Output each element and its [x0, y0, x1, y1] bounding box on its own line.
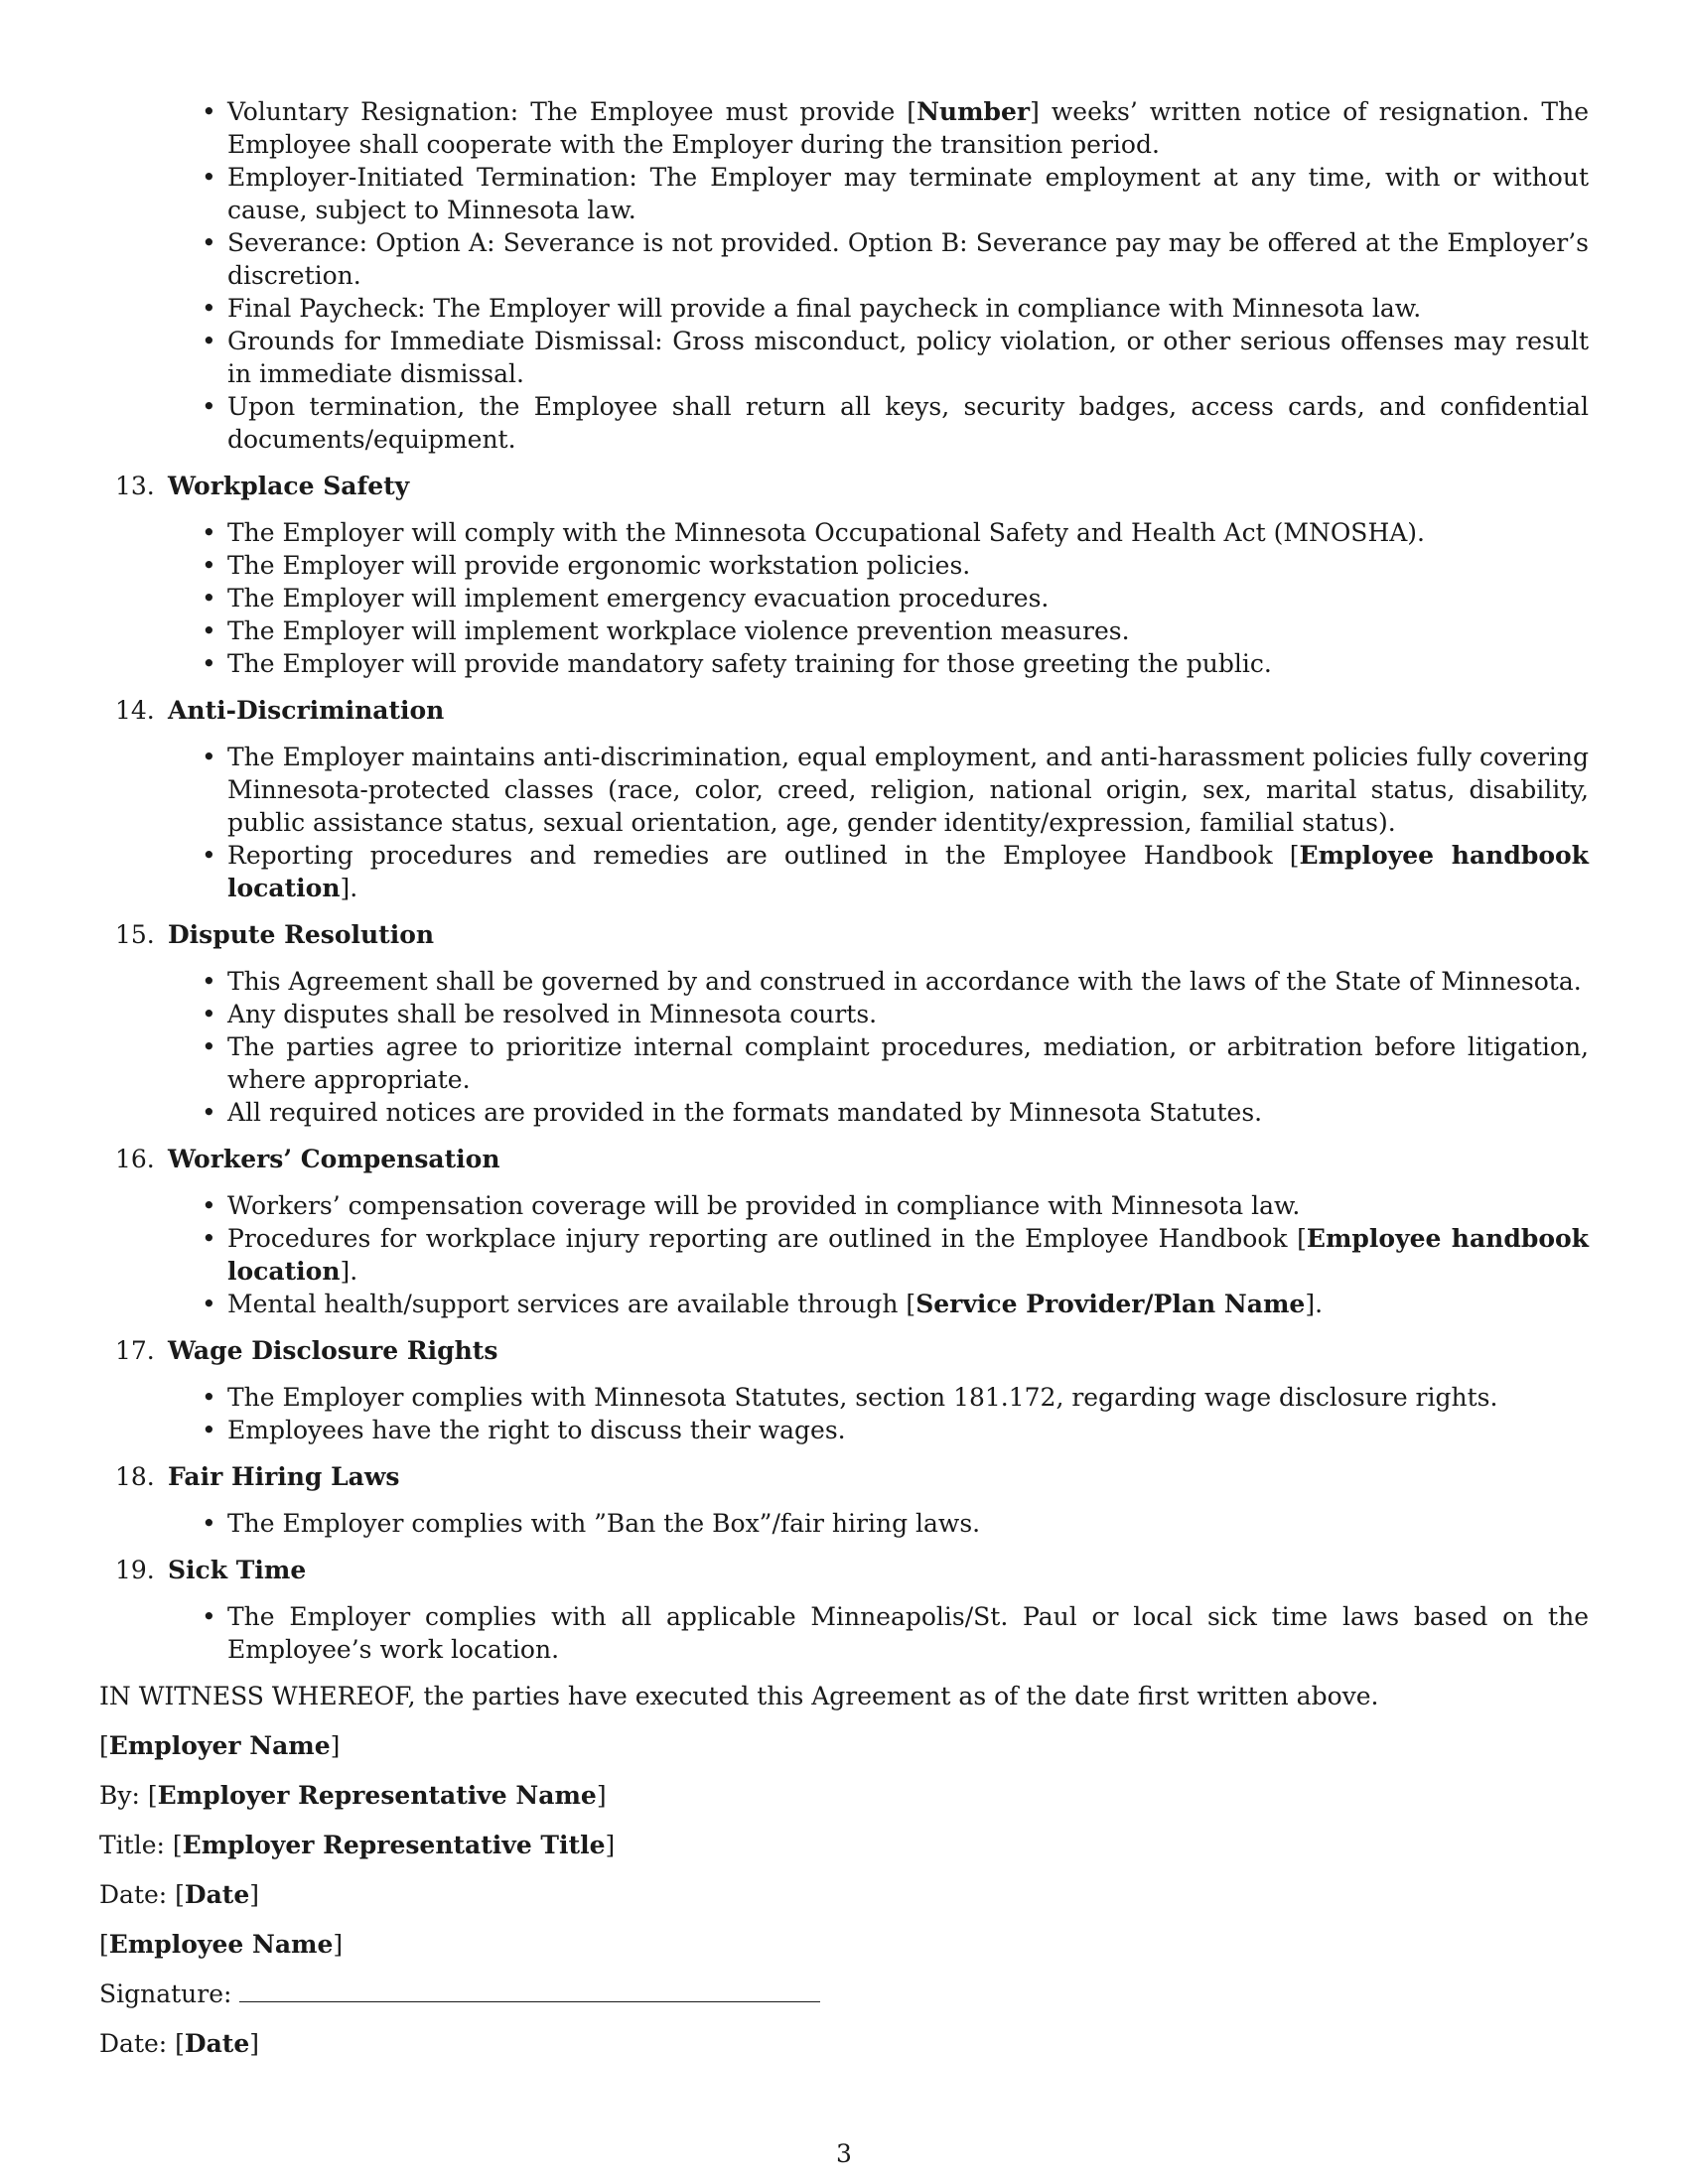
list-item [227, 226, 1589, 292]
list-item [227, 1414, 1589, 1446]
by-line: By: [Employer Representative Name] [99, 1781, 607, 1810]
section [99, 1143, 1589, 1320]
placeholder-field: Employee handbook location [227, 1224, 1589, 1286]
section-title: Anti-Discrimination [168, 696, 445, 725]
section-bullets [99, 965, 1589, 1129]
section-bullets [99, 1381, 1589, 1446]
bullet-text: Final Paycheck: The Employer will provide a final paycheck in compliance with Minnesota law. [227, 294, 1422, 323]
section-bullets [99, 1507, 1589, 1540]
section-number: 14. [115, 696, 155, 725]
bullet-text: The Employer complies with Minnesota Statutes, section 181.172, regarding wage disclosure rights. [227, 1383, 1498, 1412]
list-item [227, 1189, 1589, 1222]
bullet-text: Employer-Initiated Termination: The Employer may terminate employment at any time, with or without cause, subject to Minnesota law. [227, 163, 1589, 224]
section-bullets [99, 1600, 1589, 1666]
list-item [227, 292, 1589, 325]
section-heading [99, 918, 1589, 951]
employee-date: Date [184, 2029, 250, 2058]
bullet-text-tail: ] weeks’ written notice of resignation. The Employee shall cooperate with the Employer during the transition period. [227, 97, 1589, 159]
bullet-text-tail: ]. [340, 874, 358, 902]
witness-clause: IN WITNESS WHEREOF, the parties have executed this Agreement as of the date first written above. [99, 1682, 1379, 1710]
section-number: 15. [115, 920, 155, 949]
bullet-text: The Employer will provide ergonomic workstation policies. [227, 551, 971, 580]
section-bullets [99, 741, 1589, 904]
list-item [227, 516, 1589, 549]
employee-name: Employee Name [108, 1930, 334, 1959]
section [99, 470, 1589, 680]
signature-rule[interactable] [239, 2000, 820, 2002]
bullet-text: The Employer will implement emergency evacuation procedures. [227, 584, 1050, 613]
section-number: 17. [115, 1336, 155, 1365]
list-item [227, 614, 1589, 647]
placeholder-field: Employee handbook location [227, 841, 1589, 902]
section-number: 18. [115, 1462, 155, 1491]
bullet-text: The Employer will comply with the Minnesota Occupational Safety and Health Act (MNOSHA). [227, 518, 1425, 547]
bullet-text: Reporting procedures and remedies are outlined in the Employee Handbook [ [227, 841, 1300, 870]
signature-line [99, 1978, 1589, 2010]
bullet-text: Any disputes shall be resolved in Minnesota courts. [227, 1000, 878, 1028]
bullet-text: The Employer will implement workplace violence prevention measures. [227, 616, 1130, 645]
representative-name: Employer Representative Name [157, 1781, 597, 1810]
sections-container [99, 470, 1589, 1666]
section-heading [99, 694, 1589, 727]
signature-label: Signature: [99, 1979, 232, 2008]
section-bullets [99, 516, 1589, 680]
bullet-text: Severance: Option A: Severance is not provided. Option B: Severance pay may be offered at the Employer’s discretion. [227, 228, 1589, 290]
section [99, 1334, 1589, 1446]
list-item [227, 1600, 1589, 1666]
section-heading [99, 470, 1589, 502]
bullet-text: The Employer complies with ”Ban the Box”/fair hiring laws. [227, 1509, 981, 1538]
employee-date-label: Date: [99, 2029, 168, 2058]
section-number: 13. [115, 472, 155, 500]
bullet-text: The parties agree to prioritize internal complaint procedures, mediation, or arbitration before litigation, where appropriate. [227, 1032, 1589, 1094]
section-title: Workplace Safety [168, 472, 410, 500]
list-item [227, 741, 1589, 839]
bullet-text: This Agreement shall be governed by and construed in accordance with the laws of the State of Minnesota. [227, 967, 1582, 996]
bullet-text: Employees have the right to discuss their wages. [227, 1416, 846, 1444]
list-item [227, 998, 1589, 1030]
representative-title: Employer Representative Title [182, 1831, 606, 1859]
list-item [227, 1507, 1589, 1540]
employee-date-line: Date: [Date] [99, 2029, 260, 2058]
bullet-text: Procedures for workplace injury reporting are outlined in the Employee Handbook [ [227, 1224, 1307, 1253]
list-item [227, 839, 1589, 904]
by-label: By: [99, 1781, 140, 1810]
list-item [227, 965, 1589, 998]
list-item [227, 647, 1589, 680]
section-number: 19. [115, 1556, 155, 1584]
bullet-text-tail: ]. [1305, 1290, 1324, 1318]
title-line: Title: [Employer Representative Title] [99, 1831, 616, 1859]
section-title: Fair Hiring Laws [168, 1462, 400, 1491]
bullet-text: Workers’ compensation coverage will be provided in compliance with Minnesota law. [227, 1191, 1301, 1220]
document-page [99, 95, 1589, 2060]
bullet-text: All required notices are provided in the formats mandated by Minnesota Statutes. [227, 1098, 1263, 1127]
section-bullets [99, 1189, 1589, 1320]
section-number: 16. [115, 1145, 155, 1173]
section-title: Workers’ Compensation [168, 1145, 500, 1173]
bullet-text: Grounds for Immediate Dismissal: Gross misconduct, policy violation, or other serious offenses may result in immediate dismissal. [227, 327, 1589, 388]
employer-name: Employer Name [108, 1731, 331, 1760]
title-label: Title: [99, 1831, 165, 1859]
bullet-text: Upon termination, the Employee shall return all keys, security badges, access cards, and confidential documents/equipment. [227, 392, 1589, 454]
bullet-text: The Employer complies with all applicable Minneapolis/St. Paul or local sick time laws based on the Employee’s work location. [227, 1602, 1589, 1664]
list-item [227, 549, 1589, 582]
bullet-text: The Employer maintains anti-discrimination, equal employment, and anti-harassment policies fully covering Minnesota-protected classes (race, color, creed, religion, national origin, sex, marital status, disability, public assistance status, sexual orientation, age, gender identity/expression, familial status). [227, 743, 1589, 837]
section [99, 1460, 1589, 1540]
list-item [227, 1030, 1589, 1096]
section-heading [99, 1143, 1589, 1175]
list-item [227, 1288, 1589, 1320]
list-item [227, 1381, 1589, 1414]
employer-name-line: [Employer Name] [99, 1731, 341, 1760]
section-heading [99, 1334, 1589, 1367]
list-item [227, 390, 1589, 456]
bullet-text: Mental health/support services are available through [ [227, 1290, 916, 1318]
page-number: 3 [836, 2139, 852, 2168]
termination-bullets [99, 95, 1589, 456]
list-item [227, 95, 1589, 161]
employer-date-line: Date: [Date] [99, 1880, 260, 1909]
list-item [227, 1096, 1589, 1129]
bullet-text: Voluntary Resignation: The Employee must provide [ [227, 97, 917, 126]
section-heading [99, 1554, 1589, 1586]
section-title: Sick Time [168, 1556, 307, 1584]
list-item [227, 582, 1589, 614]
section [99, 918, 1589, 1129]
section-heading [99, 1460, 1589, 1493]
placeholder-field: Number [916, 97, 1031, 126]
list-item [227, 161, 1589, 226]
section-title: Dispute Resolution [168, 920, 435, 949]
list-item [227, 1222, 1589, 1288]
section-title: Wage Disclosure Rights [168, 1336, 498, 1365]
bullet-text-tail: ]. [340, 1257, 358, 1286]
section [99, 694, 1589, 904]
date-label: Date: [99, 1880, 168, 1909]
section [99, 1554, 1589, 1666]
bullet-text: The Employer will provide mandatory safety training for those greeting the public. [227, 649, 1272, 678]
employee-name-line: [Employee Name] [99, 1930, 344, 1959]
employer-date: Date [184, 1880, 250, 1909]
placeholder-field: Service Provider/Plan Name [915, 1290, 1306, 1318]
list-item [227, 325, 1589, 390]
